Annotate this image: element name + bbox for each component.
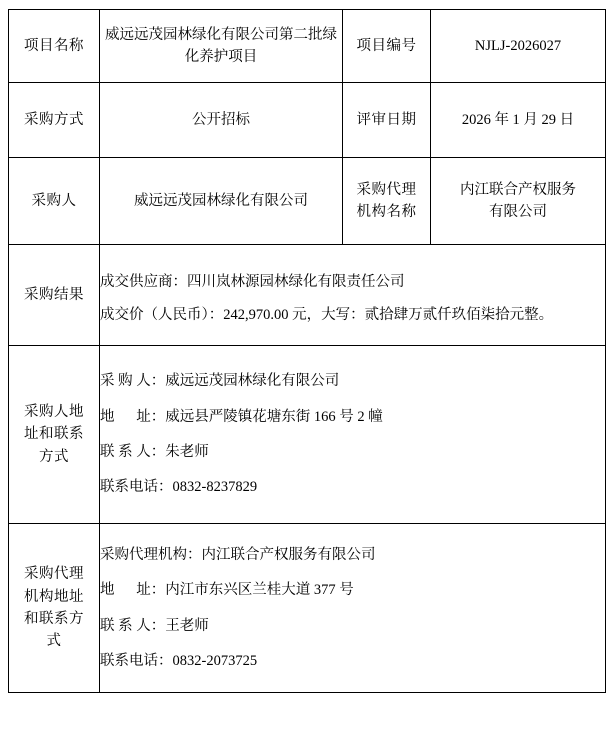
agency-name-label [343,158,431,245]
purchaser-contact-label-line1: 采购人地 [24,403,84,420]
result-label: 采购结果 [9,245,100,346]
agency-name-label-line2: 机构名称 [356,204,417,220]
purchaser-contact-line-2: 地 址：威远县严陵镇花塘东街 166 号 2 幢 [100,408,383,425]
agency-name-label-line1: 采购代理 [356,181,417,198]
purchaser-contact-label-line3: 方式 [39,448,69,465]
agency-contact-label-line2: 机构地址 [24,588,84,605]
agency-contact-line-4: 联系电话：0832-2073725 [100,652,258,669]
agency-contact-label-line4: 式 [46,633,62,650]
procurement-method-value: 公开招标 [100,83,343,158]
table-row-procurement-method [9,83,606,158]
result-price-line: 成交价（人民币）：242,970.00 元，大写：贰拾肆万贰仟玖佰柒拾元整。 [100,306,554,323]
procurement-result-table [8,9,606,693]
agency-contact-line-1: 采购代理机构：内江联合产权服务有限公司 [100,546,376,563]
project-name-label: 项目名称 [9,10,100,83]
result-value [100,245,606,346]
agency-name-value [431,158,606,245]
procurement-method-label: 采购方式 [9,83,100,158]
purchaser-value: 威远远茂园林绿化有限公司 [100,158,343,245]
review-date-value: 2026 年 1 月 29 日 [431,83,606,158]
table-row-result [9,245,606,346]
table-row-purchaser [9,158,606,245]
agency-contact-label-line1: 采购代理 [24,566,84,583]
purchaser-contact-line-1: 采 购 人：威远远茂园林绿化有限公司 [100,373,340,390]
purchaser-contact-line-3: 联 系 人：朱老师 [100,444,209,460]
project-name-value: 威远远茂园林绿化有限公司第二批绿化养护项目 [100,10,343,83]
purchaser-contact-value [100,346,606,524]
purchaser-label: 采购人 [9,158,100,245]
agency-contact-label [9,524,100,693]
project-number-value: NJLJ-2026027 [431,10,606,83]
purchaser-contact-label [9,346,100,524]
agency-name-value-line2: 有限公司 [489,204,547,220]
purchaser-contact-line-4: 联系电话：0832-8237829 [100,479,258,496]
agency-contact-line-2: 地 址：内江市东兴区兰桂大道 377 号 [100,582,354,599]
review-date-label: 评审日期 [343,83,431,158]
table-row-purchaser-contact [9,346,606,524]
agency-contact-value [100,524,606,693]
purchaser-contact-label-line2: 址和联系 [24,426,84,443]
result-supplier-line: 成交供应商：四川岚林源园林绿化有限责任公司 [100,274,405,291]
agency-contact-label-line3: 和联系方 [24,611,84,627]
project-number-label: 项目编号 [343,10,431,83]
table-row-project-name [9,10,606,83]
agency-contact-line-3: 联 系 人：王老师 [100,617,209,634]
agency-name-value-line1: 内江联合产权服务 [460,181,576,198]
table-row-agency-contact [9,524,606,693]
